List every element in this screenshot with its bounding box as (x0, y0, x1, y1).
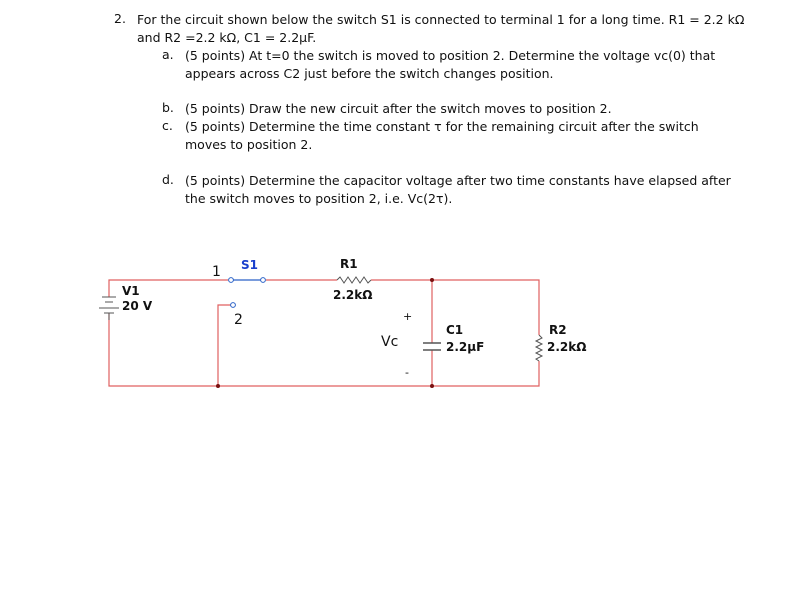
battery-v1 (99, 297, 119, 320)
wires (109, 280, 539, 386)
switch-contact-1 (229, 278, 234, 283)
vc-minus: - (405, 366, 409, 379)
node-bottom-switch (216, 384, 220, 388)
switch-contact-2 (231, 303, 236, 308)
switch-contact-common (261, 278, 266, 283)
resistor-r1 (337, 277, 371, 283)
node-bottom-c1 (430, 384, 434, 388)
part-d-line-2: the switch moves to position 2, i.e. Vc(2τ). (185, 191, 453, 206)
switch-s1 (229, 278, 266, 308)
r2-name: R2 (549, 323, 567, 337)
part-b-letter: b. (162, 100, 174, 115)
vc-label: Vc (381, 334, 399, 350)
source-value: 20 V (122, 299, 153, 313)
node-top (430, 278, 434, 282)
switch-terminal-2: 2 (234, 312, 243, 328)
resistor-r2 (536, 335, 542, 361)
part-b-line-1: (5 points) Draw the new circuit after the switch moves to position 2. (185, 101, 612, 116)
r2-value: 2.2kΩ (547, 340, 587, 354)
wire-switch2-to-rail (218, 305, 231, 386)
switch-terminal-1: 1 (212, 264, 221, 280)
source-name: V1 (122, 284, 140, 298)
part-d-line-1: (5 points) Determine the capacitor voltage after two time constants have elapsed after (185, 173, 731, 188)
intro-line-2: and R2 =2.2 kΩ, C1 = 2.2µF. (137, 30, 317, 45)
part-a-letter: a. (162, 47, 174, 62)
part-c-line-1: (5 points) Determine the time constant τ for the remaining circuit after the switch (185, 119, 699, 134)
problem-number: 2. (114, 11, 126, 26)
r1-value: 2.2kΩ (333, 288, 373, 302)
switch-name: S1 (241, 258, 258, 272)
vc-plus: + (403, 310, 413, 323)
capacitor-c1 (423, 343, 441, 350)
junction-nodes (216, 278, 434, 388)
c1-name: C1 (446, 323, 464, 337)
part-c-line-2: moves to position 2. (185, 137, 313, 152)
part-c-letter: c. (162, 118, 173, 133)
r1-name: R1 (340, 257, 358, 271)
part-d-letter: d. (162, 172, 174, 187)
c1-value: 2.2µF (446, 340, 485, 354)
intro-line-1: For the circuit shown below the switch S1 is connected to terminal 1 for a long time. R1 = 2.2 kΩ (137, 12, 745, 27)
part-a-line-1: (5 points) At t=0 the switch is moved to position 2. Determine the voltage vc(0) that (185, 48, 716, 63)
part-a-line-2: appears across C2 just before the switch changes position. (185, 66, 554, 81)
